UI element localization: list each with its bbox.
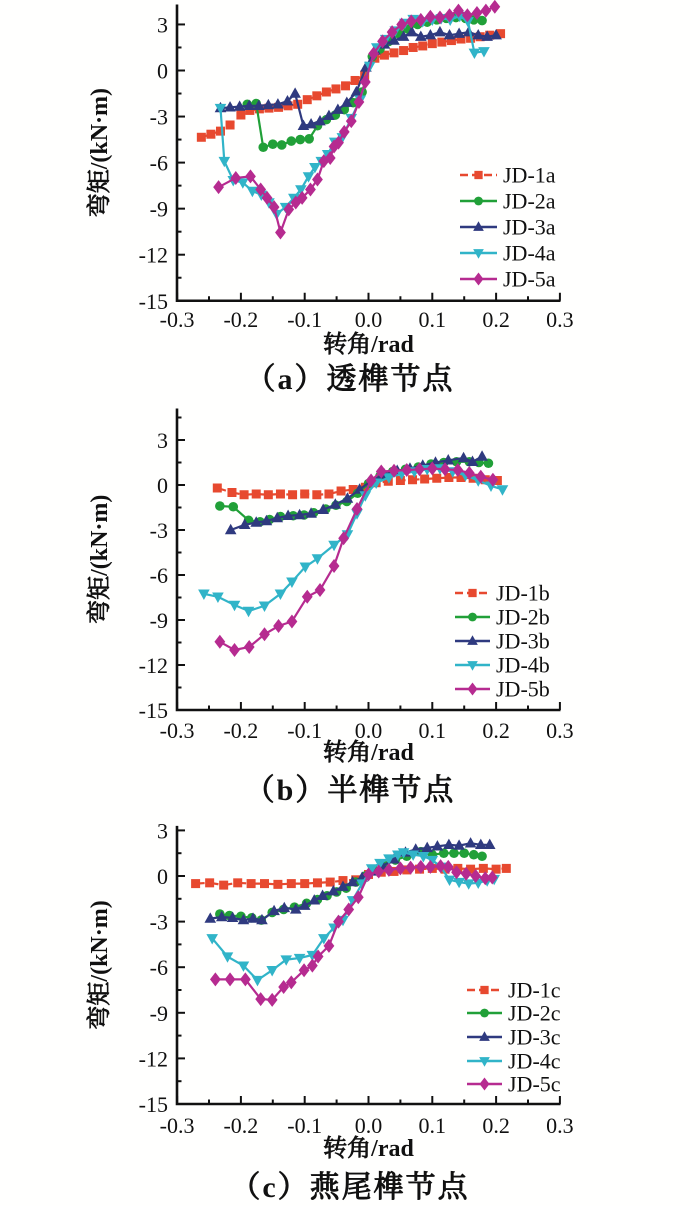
x-tick-label: 0.2 <box>482 307 510 332</box>
square-marker <box>236 111 245 120</box>
triangle-down-marker <box>463 879 475 889</box>
square-marker <box>300 490 309 499</box>
square-marker <box>288 490 297 499</box>
square-marker <box>313 878 322 887</box>
y-tick-label: -3 <box>149 518 168 543</box>
diamond-marker <box>275 225 286 239</box>
circle-marker <box>215 501 225 511</box>
diamond-marker <box>273 619 284 633</box>
legend-label: JD-1a <box>503 162 556 188</box>
y-tick-label: -12 <box>138 242 168 268</box>
circle-marker <box>228 502 238 512</box>
square-marker <box>399 46 408 55</box>
y-tick-label: -6 <box>149 955 168 981</box>
square-marker <box>213 484 222 493</box>
legend-label: JD-3b <box>496 628 550 654</box>
diamond-marker <box>468 683 478 696</box>
y-axis-title: 弯矩/(kN·m) <box>87 900 113 1030</box>
legend-label: JD-4a <box>503 240 556 266</box>
square-marker <box>408 475 417 484</box>
circle-marker <box>277 140 287 150</box>
legend-label: JD-4c <box>508 1048 561 1074</box>
legend-item-JD-2b <box>455 605 550 630</box>
x-tick-label: -0.1 <box>287 1113 323 1138</box>
circle-marker <box>469 850 479 860</box>
chart-a-caption: （a）透榫节点 <box>245 363 455 396</box>
square-marker <box>351 76 360 85</box>
x-tick-label: 0.0 <box>354 307 383 332</box>
square-marker <box>479 864 488 873</box>
x-tick-label: -0.2 <box>223 307 259 332</box>
square-marker <box>502 864 511 873</box>
legend-label: JD-2a <box>503 188 556 214</box>
legend-item-JD-5c <box>467 1072 561 1097</box>
square-marker <box>337 487 346 496</box>
diamond-marker <box>259 627 270 641</box>
diamond-marker <box>214 635 225 649</box>
square-marker <box>322 87 331 96</box>
diamond-marker <box>489 0 500 14</box>
square-marker <box>191 879 200 888</box>
square-marker <box>216 127 225 136</box>
square-marker <box>300 879 309 888</box>
circle-marker <box>268 139 278 149</box>
square-marker <box>206 130 215 139</box>
legend-item-JD-3a <box>460 215 556 240</box>
square-marker <box>219 881 228 890</box>
triangle-down-marker <box>497 485 509 495</box>
square-marker <box>247 879 256 888</box>
chart-b-caption: （b）半榫节点 <box>244 774 456 807</box>
chart-c-caption: （c）燕尾榫节点 <box>230 1171 470 1204</box>
chart-a <box>85 0 574 358</box>
y-tick-label: 0 <box>157 864 168 889</box>
triangle-up-marker <box>434 26 446 36</box>
y-axis-title: 弯矩/(kN·m) <box>87 494 113 624</box>
triangle-up-marker <box>443 839 455 849</box>
square-marker <box>226 120 235 129</box>
legend-label: JD-2b <box>496 604 550 630</box>
legend-label: JD-4b <box>496 652 550 678</box>
y-tick-label: -6 <box>149 150 168 176</box>
y-tick-label: -12 <box>138 653 168 678</box>
x-tick-label: 0.0 <box>354 1113 383 1138</box>
y-tick-label: -9 <box>149 196 168 222</box>
legend-item-JD-4a <box>460 241 556 266</box>
triangle-down-marker <box>252 976 264 986</box>
x-tick-label: 0.3 <box>546 1113 574 1138</box>
x-tick-label: 0.2 <box>482 718 510 743</box>
x-tick-label: -0.1 <box>287 718 323 743</box>
legend-item-JD-2a <box>460 189 556 214</box>
legend-item-JD-1b <box>455 581 550 606</box>
circle-marker <box>295 135 305 145</box>
square-marker <box>474 171 482 179</box>
triangle-down-marker <box>222 952 234 962</box>
square-marker <box>428 39 437 48</box>
circle-marker <box>468 613 477 622</box>
y-tick-label: -3 <box>149 909 168 935</box>
square-marker <box>312 91 321 100</box>
legend-item-JD-3b <box>455 629 550 654</box>
x-tick-label: -0.3 <box>159 718 195 743</box>
diamond-marker <box>225 972 236 986</box>
x-axis-title: 转角/rad <box>323 740 414 766</box>
square-marker <box>252 490 261 499</box>
y-tick-label: -15 <box>138 288 168 314</box>
triangle-down-marker <box>215 104 227 114</box>
legend-item-JD-5a <box>460 267 556 292</box>
x-tick-label: -0.3 <box>159 307 195 332</box>
square-marker <box>324 490 333 499</box>
square-marker <box>303 95 312 104</box>
circle-marker <box>258 142 268 152</box>
legend-item-JD-5b <box>455 677 550 702</box>
legend-label: JD-3a <box>503 214 556 240</box>
y-tick-label: -6 <box>149 563 168 588</box>
square-marker <box>287 879 296 888</box>
x-tick-label: 0.1 <box>418 718 447 743</box>
circle-marker <box>304 134 314 144</box>
x-tick-label: 0.0 <box>354 718 383 743</box>
square-marker <box>205 878 214 887</box>
legend-item-JD-4b <box>455 653 550 678</box>
legend-label: JD-2c <box>508 1000 561 1026</box>
triangle-up-marker <box>476 450 488 460</box>
y-tick-label: -12 <box>138 1046 168 1072</box>
diamond-marker <box>210 972 221 986</box>
square-marker <box>390 48 399 57</box>
diamond-marker <box>213 180 224 194</box>
square-marker <box>240 490 249 499</box>
legend-item-JD-4c <box>467 1049 561 1074</box>
triangle-down-marker <box>303 172 315 182</box>
square-marker <box>273 880 282 889</box>
triangle-down-marker <box>469 49 481 59</box>
triangle-down-marker <box>219 157 231 167</box>
x-tick-label: 0.3 <box>546 307 574 332</box>
square-marker <box>420 475 429 484</box>
legend-item-JD-1c <box>467 978 561 1003</box>
legend-label: JD-5b <box>496 676 550 702</box>
x-tick-label: -0.1 <box>287 307 323 332</box>
y-tick-label: 3 <box>157 12 168 38</box>
x-tick-label: 0.3 <box>546 718 574 743</box>
legend-item-JD-2c <box>467 1001 561 1026</box>
legend-label: JD-5c <box>508 1071 561 1097</box>
legend-label: JD-3c <box>508 1024 561 1050</box>
triangle-up-marker <box>458 452 470 462</box>
diamond-marker <box>474 273 484 286</box>
legend-label: JD-5a <box>503 266 556 292</box>
circle-marker <box>449 848 459 858</box>
chart-b <box>85 409 574 767</box>
chart-c <box>85 818 574 1162</box>
triangle-up-marker <box>465 837 477 847</box>
square-marker <box>331 84 340 93</box>
square-marker <box>468 589 476 597</box>
y-tick-label: 0 <box>157 58 168 84</box>
triangle-down-marker <box>275 590 287 600</box>
x-axis-title: 转角/rad <box>323 1136 414 1162</box>
x-tick-label: -0.2 <box>223 718 259 743</box>
y-tick-label: -15 <box>138 1092 168 1117</box>
square-marker <box>341 81 350 90</box>
square-marker <box>264 490 273 499</box>
triangle-down-marker <box>280 955 292 965</box>
triangle-down-marker <box>312 554 324 564</box>
legend-item-JD-1a <box>460 163 556 188</box>
diamond-marker <box>480 1078 490 1091</box>
y-tick-label: 0 <box>157 473 168 498</box>
y-tick-label: -9 <box>149 1000 168 1026</box>
square-marker <box>480 986 488 994</box>
square-marker <box>432 474 441 483</box>
square-marker <box>418 41 427 50</box>
legend-item-JD-3c <box>467 1025 561 1050</box>
triangle-up-marker <box>289 87 301 97</box>
square-marker <box>276 490 285 499</box>
circle-marker <box>474 197 483 206</box>
x-tick-label: -0.2 <box>223 1113 259 1138</box>
y-tick-label: 3 <box>157 818 168 844</box>
circle-marker <box>287 136 297 146</box>
x-tick-label: 0.1 <box>418 1113 447 1138</box>
y-axis-title: 弯矩/(kN·m) <box>87 87 113 218</box>
diamond-marker <box>480 4 491 18</box>
y-tick-label: -15 <box>138 698 168 723</box>
diamond-marker <box>244 640 255 654</box>
square-marker <box>260 879 269 888</box>
legend-label: JD-1b <box>496 580 550 606</box>
x-tick-label: -0.3 <box>159 1113 195 1138</box>
legend-label: JD-1c <box>508 977 561 1003</box>
diamond-marker <box>229 643 240 657</box>
y-tick-label: -3 <box>149 104 168 130</box>
square-marker <box>233 878 242 887</box>
square-marker <box>197 133 206 142</box>
y-tick-label: -9 <box>149 608 168 633</box>
square-marker <box>409 43 418 52</box>
x-tick-label: 0.2 <box>482 1113 510 1138</box>
circle-marker <box>480 1009 489 1018</box>
x-axis-title: 转角/rad <box>323 332 414 358</box>
triangle-down-marker <box>266 966 278 976</box>
x-tick-label: 0.1 <box>418 307 447 332</box>
y-tick-label: 3 <box>157 428 168 453</box>
triangle-down-marker <box>243 607 255 617</box>
square-marker <box>227 488 236 497</box>
square-marker <box>312 490 321 499</box>
circle-marker <box>477 851 487 861</box>
circle-marker <box>459 848 469 858</box>
